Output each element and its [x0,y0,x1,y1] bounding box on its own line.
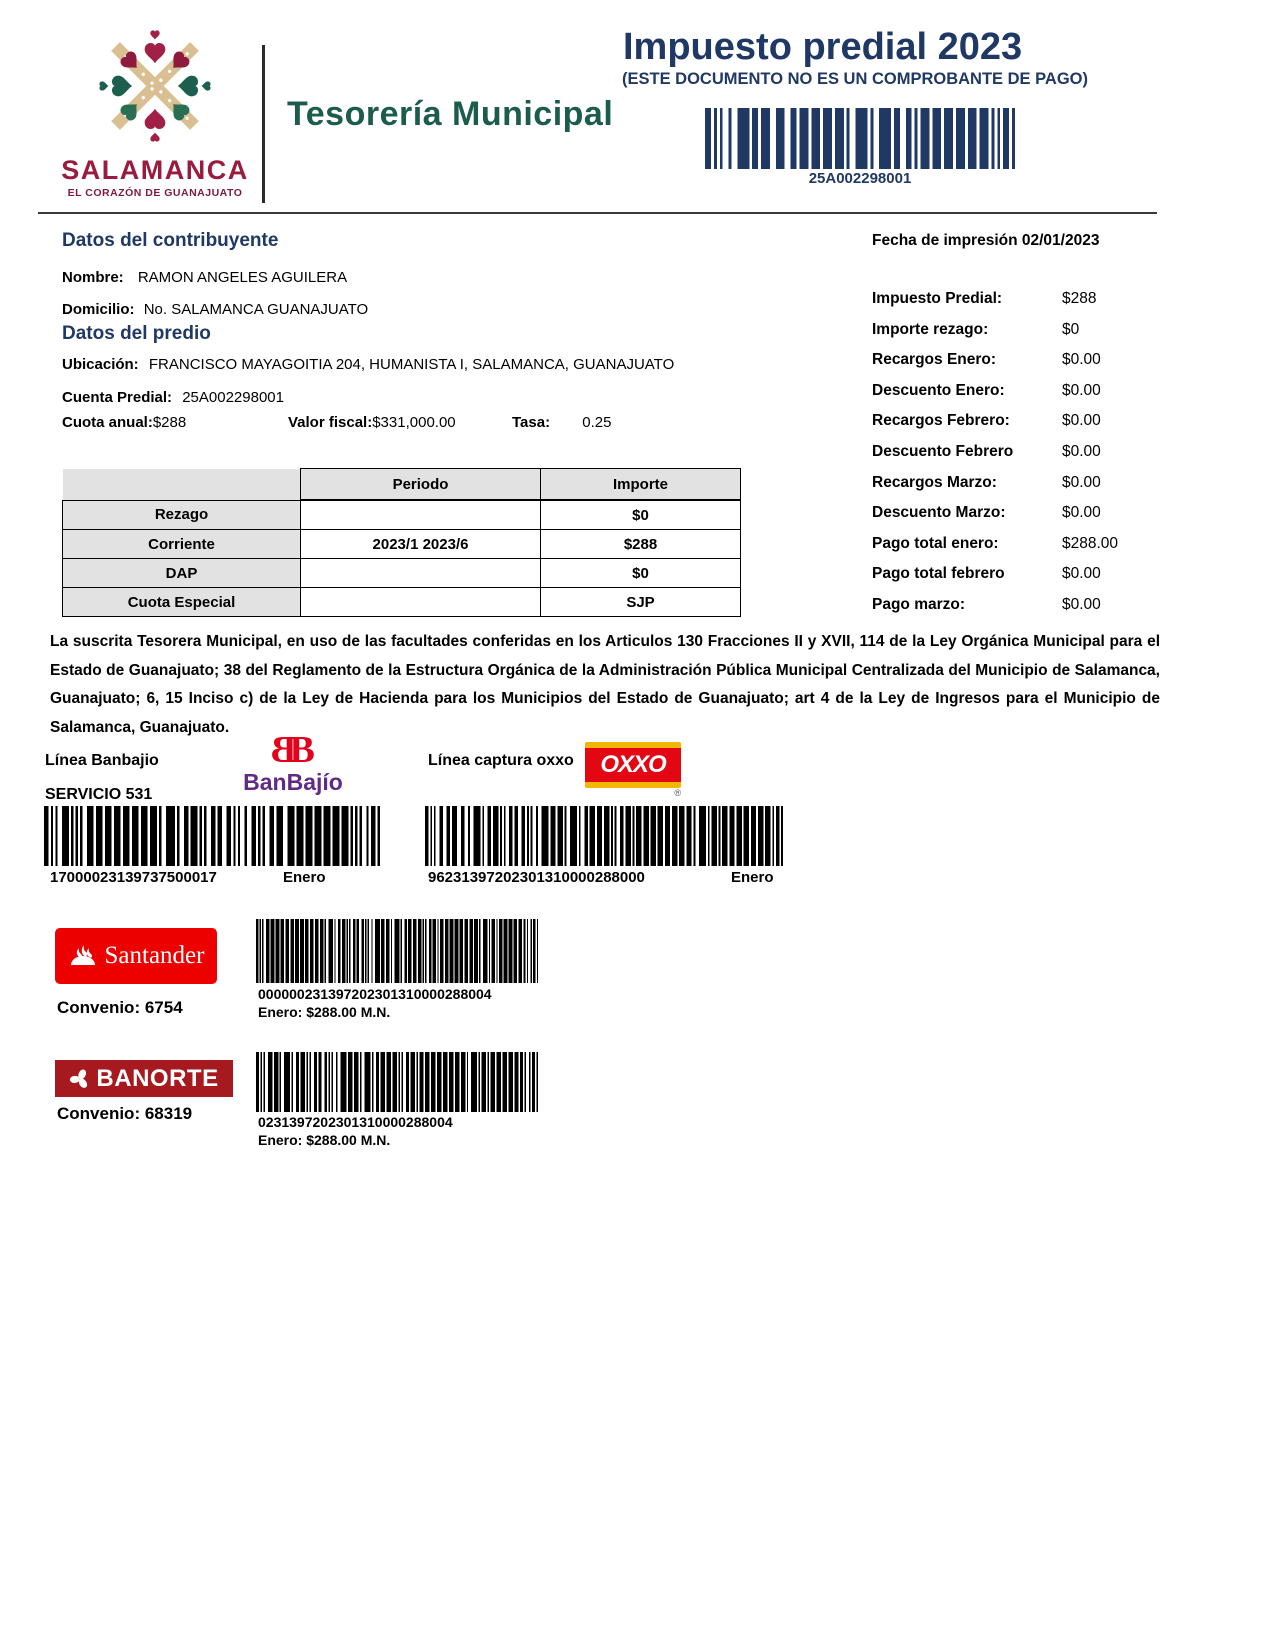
banbajio-wordmark: BanBajío [243,769,343,795]
resumen-value: $0.00 [1062,473,1101,491]
row-importe: SJP [541,588,741,617]
row-label: Rezago [63,500,301,530]
row-importe: $0 [541,500,741,530]
account-barcode-number: 25A002298001 [808,170,912,187]
field-valor-fiscal [288,414,456,431]
document-subtitle: (ESTE DOCUMENTO NO ES UN COMPROBANTE DE PAGO) [622,70,1088,88]
resumen-label: Descuento Marzo: [872,504,1006,522]
oxxo-label: Línea captura oxxo [428,752,574,769]
row-periodo: 2023/1 2023/6 [301,530,541,559]
table-corner-cell [63,469,301,501]
department-title: Tesorería Municipal [287,95,614,133]
resumen-value: $0.00 [1062,412,1101,430]
oxxo-barcode [425,806,783,866]
resumen-value: $288.00 [1062,534,1119,552]
resumen-value: $0.00 [1062,351,1101,369]
row-periodo [301,500,541,530]
ubicacion-value: FRANCISCO MAYAGOITIA 204, HUMANISTA I, SALAMANCA, GUANAJUATO [148,356,675,373]
table-row [63,530,741,559]
banbajio-barcode-number: 17000023139737500017 [50,869,217,886]
oxxo-wordmark: OXXO [600,751,666,778]
section-title-contribuyente: Datos del contribuyente [62,230,279,251]
resumen-label: Impuesto Predial: [872,290,1003,307]
banbajio-servicio: SERVICIO 531 [45,786,153,803]
resumen-label: Pago total febrero [872,565,1005,583]
field-ubicacion [62,356,674,373]
col-header-importe: Importe [541,469,741,501]
salamanca-hearts-icon [60,24,250,153]
resumen-item [872,596,1202,627]
row-label: Corriente [63,530,301,559]
oxxo-logo-icon [585,742,681,788]
resumen-value: $0.00 [1062,595,1101,613]
salamanca-tagline: EL CORAZÓN DE GUANAJUATO [67,187,243,199]
banbajio-icon: BB [271,729,315,771]
cuenta-label: Cuenta Predial: [62,389,173,406]
document-title: Impuesto predial 2023 [623,26,1023,68]
section-title-predio: Datos del predio [62,323,211,344]
cuota-label: Cuota anual: [62,414,153,431]
header-divider [262,45,265,203]
resumen-label: Recargos Enero: [872,351,997,369]
banorte-amount: Enero: $288.00 M.N. [258,1132,391,1148]
banbajio-month: Enero [283,869,326,886]
field-nombre [62,269,347,286]
field-cuenta-predial [62,389,284,406]
header-rule [38,212,1157,214]
resumen-item [872,382,1202,413]
table-row [63,559,741,588]
oxxo-barcode-number: 96231397202301310000288000 [428,869,645,886]
resumen-item [872,535,1202,566]
banbajio-barcode [44,806,380,866]
resumen-label: Importe rezago: [872,320,989,338]
resumen-value: $0.00 [1062,565,1101,583]
resumen-value: $0.00 [1062,381,1101,399]
oxxo-registered-mark: ® [674,788,681,798]
banorte-convenio: Convenio: 68319 [57,1104,193,1123]
resumen-label: Pago marzo: [872,595,966,613]
resumen-item [872,351,1202,382]
salamanca-wordmark: SALAMANCA [61,155,249,185]
oxxo-logo [585,742,681,798]
santander-flame-icon [68,944,98,968]
nombre-value: RAMON ANGELES AGUILERA [137,269,348,286]
row-label: Cuota Especial [63,588,301,617]
resumen-item [872,290,1202,321]
table-header-row [63,469,741,501]
santander-amount: Enero: $288.00 M.N. [258,1004,391,1020]
col-header-periodo: Periodo [301,469,541,501]
cuota-value: $288 [152,414,187,431]
nombre-label: Nombre: [62,269,124,286]
resumen-item [872,474,1202,505]
table-row [63,588,741,617]
resumen-item [872,321,1202,352]
tasa-label: Tasa: [512,414,551,431]
row-periodo [301,588,541,617]
banorte-logo [55,1060,233,1097]
row-importe: $288 [541,530,741,559]
field-tasa [512,414,611,431]
cuenta-value: 25A002298001 [182,389,284,406]
santander-barcode-number: 000000231397202301310000288004 [258,986,492,1002]
resumen-value: $0 [1062,320,1080,338]
banorte-barcode [256,1052,538,1112]
banorte-barcode-number: 0231397202301310000288004 [258,1114,453,1130]
resumen-label: Descuento Febrero [872,442,1014,460]
resumen-list [872,290,1202,627]
valor-label: Valor fiscal: [288,414,373,431]
resumen-item [872,412,1202,443]
banbajio-logo [228,729,358,796]
santander-convenio: Convenio: 6754 [57,998,183,1017]
resumen-value: $288 [1062,290,1097,307]
domicilio-value: No. SALAMANCA GUANAJUATO [143,301,369,318]
legal-text: La suscrita Tesorera Municipal, en uso de las facultades conferidas en los Articulos 130 Fracciones II y XVII, 114 de la Ley Orgánica Municipal para el Estado de Guanajuato; 38 del Reglamento de la Estructura Orgánica de la Administración Pública Municipal Centralizada del Municipio de Salamanca, Guanajuato; 6, 15 Inciso c) de la Ley de Hacienda para los Municipios del Estado de Guanajuato; art 4 de la Ley de Ingresos para el Municipio de Salamanca, Guanajuato. [50,633,1160,736]
row-importe: $0 [541,559,741,588]
resumen-label: Recargos Febrero: [872,412,1010,430]
table-row [63,500,741,530]
fecha-impresion: Fecha de impresión 02/01/2023 [872,232,1100,249]
row-label: DAP [63,559,301,588]
ubicacion-label: Ubicación: [62,356,139,373]
periodo-importe-table [62,468,741,617]
resumen-label: Recargos Marzo: [872,473,997,491]
resumen-value: $0.00 [1062,442,1101,460]
row-periodo [301,559,541,588]
banorte-wordmark: BANORTE [96,1064,219,1092]
banbajio-label: Línea Banbajio [45,752,159,769]
banorte-propeller-icon [69,1068,91,1090]
salamanca-logo [60,24,250,199]
resumen-item [872,504,1202,535]
valor-value: $331,000.00 [372,414,456,431]
tasa-value: 0.25 [582,414,612,431]
domicilio-label: Domicilio: [62,301,135,318]
resumen-label: Descuento Enero: [872,381,1005,399]
santander-logo [55,928,217,984]
santander-wordmark: Santander [104,942,205,969]
resumen-label: Pago total enero: [872,534,999,552]
resumen-item [872,443,1202,474]
resumen-value: $0.00 [1062,504,1101,522]
oxxo-month: Enero [731,869,774,886]
resumen-item [872,565,1202,596]
santander-barcode [256,919,538,983]
field-cuota-anual [62,414,186,431]
account-barcode [705,108,1015,169]
field-domicilio [62,301,368,318]
